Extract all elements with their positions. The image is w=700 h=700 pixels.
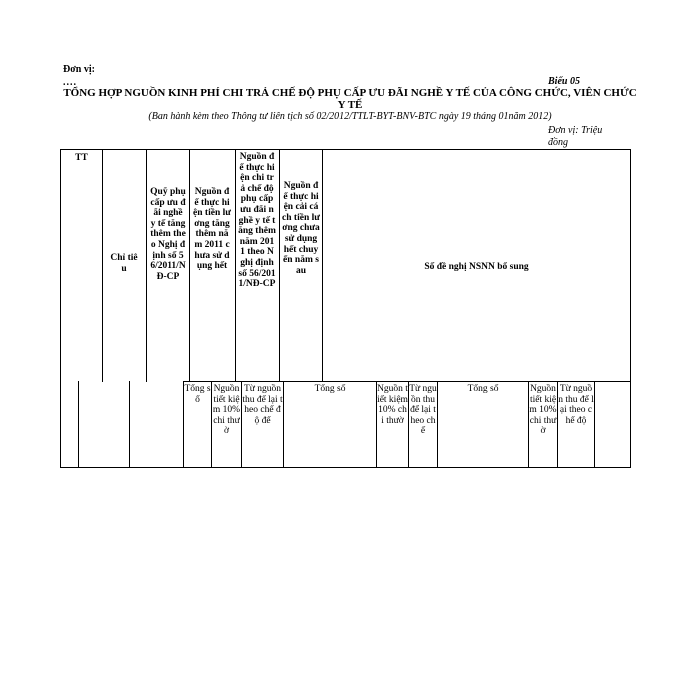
subheader-tu-nguon-thu: Từ nguồn thu để lại theo chế độ để bbox=[242, 384, 283, 426]
header-nguon-che-do: Nguồn để thực hiện chi trả chế độ phụ cấp ưu đãi nghề y tế tăng thêm năm 2011 theo Nghị định số 56/2011/NĐ-CP bbox=[238, 152, 276, 290]
header-nguon-cai-cach: Nguồn để thực hiện cải cách tiền lương chưa sử dụng hết chuyển năm sau bbox=[282, 181, 320, 276]
table-border-left bbox=[60, 149, 61, 467]
header-tt: TT bbox=[75, 153, 88, 163]
unit-placeholder: .... bbox=[63, 77, 77, 88]
document-title-continued: Y TẾ bbox=[337, 99, 363, 111]
header-so-de-nghi: Số đề nghị NSNN bổ sung bbox=[424, 262, 529, 272]
header-nguon-thuc-hien: Nguồn để thực hiện tiền lương tăng thêm năm 2011 chưa sử dụng hết bbox=[193, 187, 231, 272]
subheader-nguon-tiet-kiem: Nguồn tiết kiệm 10% chi thườ bbox=[529, 384, 557, 437]
header-quy-phu-cap: Quỹ phụ cấp ưu đãi nghề y tế tăng thêm theo Nghị định số 56/2011/NĐ-CP bbox=[150, 187, 186, 282]
col-divider bbox=[279, 149, 280, 382]
col-divider bbox=[78, 381, 79, 467]
col-divider bbox=[235, 149, 236, 382]
subheader-nguon-tiet-kiem: Nguồn tiết kiệm 10% chi thườ bbox=[377, 384, 408, 426]
subheader-tu-nguon-thu: Từ nguồn thu để lại theo chế bbox=[409, 384, 437, 437]
col-divider bbox=[129, 381, 130, 467]
subheader-tong-so: Tổng số bbox=[184, 384, 211, 405]
document-title: TỔNG HỢP NGUỒN KINH PHÍ CHI TRẢ CHẾ ĐỘ PHỤ CẤP ƯU ĐÃI NGHỀ Y TẾ CỦA CÔNG CHỨC, VIÊN CHỨC bbox=[63, 87, 637, 99]
header-row-divider bbox=[183, 381, 631, 382]
col-divider bbox=[189, 149, 190, 382]
table-border-bottom bbox=[60, 467, 631, 468]
subheader-tong-so: Tổng số bbox=[467, 384, 499, 394]
col-divider bbox=[102, 149, 103, 382]
subheader-tu-nguon-thu: Từ nguồn thu để lại theo chế độ bbox=[558, 384, 594, 426]
table-border-right bbox=[630, 149, 631, 467]
form-number: Biểu 05 bbox=[548, 76, 580, 87]
header-chi-tieu: Chỉ tiêu bbox=[110, 253, 138, 274]
currency-unit-continued: đồng bbox=[548, 137, 568, 148]
subheader-tong-so: Tổng số bbox=[314, 384, 346, 394]
subheader-nguon-tiet-kiem: Nguồn tiết kiệm 10% chi thườ bbox=[212, 384, 241, 437]
unit-label: Đơn vị: bbox=[63, 64, 95, 75]
col-divider bbox=[594, 381, 595, 467]
currency-unit: Đơn vị: Triệu bbox=[548, 125, 603, 136]
col-divider bbox=[146, 149, 147, 382]
document-subtitle: (Ban hành kèm theo Thông tư liên tịch số 02/2012/TTLT-BYT-BNV-BTC ngày 19 tháng 01năm 2012) bbox=[148, 111, 552, 122]
